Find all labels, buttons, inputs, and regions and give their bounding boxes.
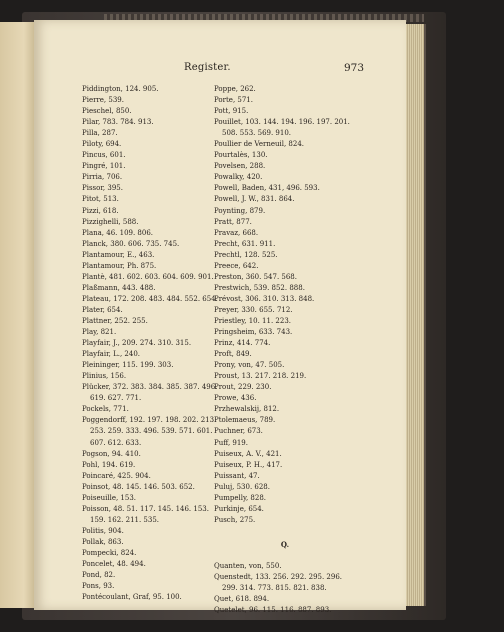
index-entry-continuation: 159. 162. 211. 535. xyxy=(90,515,160,524)
index-entry: Pompecki, 824. xyxy=(82,548,137,557)
index-entry: Powalky, 420. xyxy=(214,173,263,182)
index-entry: Pratt, 877. xyxy=(214,217,252,226)
index-entry: Poinsot, 48. 145. 146. 503. 652. xyxy=(82,482,195,491)
index-entry-continuation: 619. 627. 771. xyxy=(90,394,142,403)
index-entry: Plateau, 172. 208. 483. 484. 552. 654. xyxy=(82,294,218,303)
index-column-left xyxy=(82,84,224,603)
index-entry: Plattner, 252. 255. xyxy=(82,316,148,325)
index-entry: Prestwich, 539. 852. 888. xyxy=(214,283,305,292)
index-entry: Pitot, 513. xyxy=(82,195,119,204)
index-entry: Pollak, 863. xyxy=(82,537,124,546)
running-head: Register. xyxy=(184,62,231,73)
index-entry: Pringsheim, 633. 743. xyxy=(214,328,293,337)
index-entry: Pincus, 601. xyxy=(82,151,126,160)
index-column-right xyxy=(214,84,356,616)
index-entry-continuation: 508. 553. 569. 910. xyxy=(222,129,292,138)
index-entry: Pingré, 101. xyxy=(82,162,126,171)
index-entry: Preece, 642. xyxy=(214,261,259,270)
index-entry: Puissant, 47. xyxy=(214,471,260,480)
index-entry: Pissor, 395. xyxy=(82,184,123,193)
index-entry: Poynting, 879. xyxy=(214,206,266,215)
index-entry: Porte, 571. xyxy=(214,96,253,105)
index-entry-continuation: 299. 314. 773. 815. 821. 838. xyxy=(222,584,327,593)
index-entry: Prinz, 414. 774. xyxy=(214,339,271,348)
index-entry: Plater, 654. xyxy=(82,305,123,314)
index-entry: Piddington, 124. 905. xyxy=(82,85,159,93)
index-entry: Preyer, 330. 655. 712. xyxy=(214,305,293,314)
index-entry: Pond, 82. xyxy=(82,571,116,580)
index-entry-continuation: 607. 612. 633. xyxy=(90,438,142,447)
index-entry: Priestley, 10. 11. 223. xyxy=(214,316,291,325)
index-entry: Quanten, von, 550. xyxy=(214,562,282,571)
index-entry: Poncelet, 48. 494. xyxy=(82,560,146,569)
spacer xyxy=(214,526,356,537)
index-entry: Plantamour, E., 463. xyxy=(82,250,155,259)
index-entry: Precht, 631. 911. xyxy=(214,239,276,248)
index-entry: Poincaré, 425. 904. xyxy=(82,471,151,480)
index-entry: Ptolemaeus, 789. xyxy=(214,416,276,425)
index-entry: Prechtl, 128. 525. xyxy=(214,250,278,259)
index-entry: Plana, 46. 109. 806. xyxy=(82,228,154,237)
index-entry: Pizzighelli, 588. xyxy=(82,217,139,226)
index-entry: Pirria, 706. xyxy=(82,173,123,182)
index-entry: Proft, 849. xyxy=(214,350,252,359)
index-entry: Prout, 229. 230. xyxy=(214,383,272,392)
spacer xyxy=(214,550,356,561)
index-entry: Pumpelly, 828. xyxy=(214,493,267,502)
index-entry: Poppe, 262. xyxy=(214,85,256,93)
index-entry: Plinius, 156. xyxy=(82,372,127,381)
index-entry: Prévost, 306. 310. 313. 848. xyxy=(214,294,315,303)
index-entry: Plaßmann, 443. 488. xyxy=(82,283,156,292)
index-entry: Pockels, 771. xyxy=(82,405,129,414)
index-entry: Plantamour, Ph. 875. xyxy=(82,261,157,270)
index-entry: Prowe, 436. xyxy=(214,394,257,403)
index-entry: Quenstedt, 133. 256. 292. 295. 296. xyxy=(214,573,343,582)
index-entry: Piloty, 694. xyxy=(82,140,122,149)
index-entry: Poisson, 48. 51. 117. 145. 146. 153. xyxy=(82,504,209,513)
index-entry: Pilla, 287. xyxy=(82,129,118,138)
index-entry: Play, 821. xyxy=(82,328,117,337)
index-entry: Pravaz, 668. xyxy=(214,228,259,237)
page-header xyxy=(34,62,364,76)
index-entry: Poullier de Verneuil, 824. xyxy=(214,140,305,149)
index-entry: Pieschel, 850. xyxy=(82,107,132,116)
left-page-edge xyxy=(0,22,35,608)
index-entry: Pons, 93. xyxy=(82,582,115,591)
index-entry: Pourtalès, 130. xyxy=(214,151,268,160)
index-entry: Powell, Baden, 431, 496. 593. xyxy=(214,184,320,193)
index-entry: Quetelet, 96. 115. 116. 887. 893. xyxy=(214,606,332,615)
index-entry: Planck, 380. 606. 735. 745. xyxy=(82,239,180,248)
index-entry: Pilar, 783. 784. 913. xyxy=(82,118,154,127)
index-entry: Politis, 904. xyxy=(82,526,124,535)
index-entry: Poggendorff, 192. 197. 198. 202. 213. xyxy=(82,416,217,425)
index-entry: Pontécoulant, Graf, 95. 100. xyxy=(82,593,182,602)
index-entry: Pohl, 194. 619. xyxy=(82,460,136,469)
index-entry: Puff, 919. xyxy=(214,438,248,447)
index-entry: Pleininger, 115. 199. 303. xyxy=(82,361,174,370)
index-entry: Pizzi, 618. xyxy=(82,206,119,215)
index-entry: Poiseuille, 153. xyxy=(82,493,137,502)
index-entry: Proust, 13. 217. 218. 219. xyxy=(214,372,307,381)
index-entry: Puiseux, A. V., 421. xyxy=(214,449,282,458)
index-entry: Pogson, 94. 410. xyxy=(82,449,141,458)
index-entry: Puluj, 530. 628. xyxy=(214,482,270,491)
index-entry: Pusch, 275. xyxy=(214,515,256,524)
page-number: 973 xyxy=(343,62,364,74)
page-edges xyxy=(406,24,426,606)
index-entry: Powell, J. W., 831. 864. xyxy=(214,195,295,204)
index-entry: Pouillet, 103. 144. 194. 196. 197. 201. xyxy=(214,118,350,127)
index-entry: Playfair, L., 240. xyxy=(82,350,141,359)
index-entry: Prony, von, 47. 505. xyxy=(214,361,285,370)
section-letter: Q. xyxy=(280,539,290,549)
index-entry: Quet, 618. 894. xyxy=(214,595,270,604)
index-entry: Plantè, 481. 602. 603. 604. 609. 901. xyxy=(82,272,214,281)
index-entry: Pott, 915. xyxy=(214,107,249,116)
index-entry: Przhewalskij, 812. xyxy=(214,405,280,414)
index-entry: Puchner, 673. xyxy=(214,427,263,436)
index-entry: Preston, 360. 547. 568. xyxy=(214,272,297,281)
index-entry: Pierre, 539. xyxy=(82,96,124,105)
index-entry-continuation: 253. 259. 333. 496. 539. 571. 601. xyxy=(90,427,213,436)
index-entry: Playfair, J., 209. 274. 310. 315. xyxy=(82,339,192,348)
index-entry: Povelsen, 288. xyxy=(214,162,266,171)
index-entry: Purkinje, 654. xyxy=(214,504,264,513)
index-entry: Plücker, 372. 383. 384. 385. 387. 496. xyxy=(82,383,218,392)
index-entry: Puiseux, P. H., 417. xyxy=(214,460,283,469)
